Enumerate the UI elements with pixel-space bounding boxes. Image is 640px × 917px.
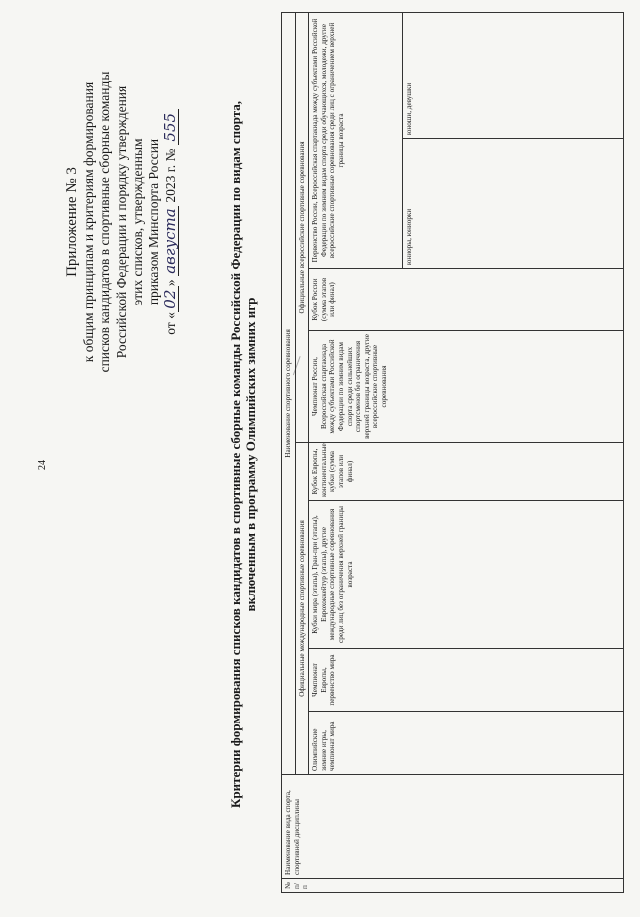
appendix-line: к общим принципам и критериям формирования: [81, 81, 97, 363]
date-mid: »: [163, 279, 179, 287]
youth-juniors: юниоры, юниорки: [403, 139, 624, 269]
header-sport: Наименование вида спорта, спортивной дисциплины: [282, 775, 624, 879]
document-title: [228, 2, 258, 907]
date-day: 02: [162, 286, 179, 312]
title-line: включенным в программу Олимпийских зимних игр: [243, 297, 258, 612]
page-number: 24: [37, 460, 48, 470]
header-number: № п/п: [282, 879, 624, 893]
natl-youth-header: Первенство России, Всероссийская спартакиада между субъектами Российской Федерации по зимним видам спорта среди обучающихся, молодежи, другие всероссийские спортивные соревнования среди лиц с ограничением верхней границы возраста: [309, 12, 403, 268]
appendix-line: этих списков, утвержденным: [129, 138, 145, 306]
date-prefix: от «: [163, 312, 179, 335]
appendix-header: [64, 0, 179, 462]
header-international: Официальные международные спортивные соревнования: [295, 443, 309, 775]
appendix-line: Российской Федерации и порядку утверждения: [113, 85, 129, 359]
header-competition: Наименование спортивного соревнования: [282, 12, 296, 774]
header-national: Официальные всероссийские спортивные соревнования: [295, 12, 309, 442]
appendix-line: приказом Минспорта России: [146, 138, 162, 306]
intl-olympic: Олимпийские зимние игры, чемпионат мира: [309, 712, 624, 775]
appendix-line: списков кандидатов в спортивные сборные команды: [97, 71, 113, 373]
intl-world-cups: Кубки мира (этапы), Гран-при (этапы), Еврохоккейтур (этапы), другие международные спортивные соревнования среди лиц без ограничения верхней границы возраста: [309, 501, 624, 649]
appendix-number: Приложение № 3: [64, 167, 80, 277]
intl-european: Чемпионат Европы, первенство мира: [309, 649, 624, 712]
date-year: 2023 г. №: [163, 148, 179, 203]
date-month: августа: [162, 206, 179, 276]
criteria-table: [281, 12, 624, 893]
youth-boys: юноши, девушки: [403, 12, 624, 138]
title-line: Критерии формирования списков кандидатов в спортивные сборные команды Российской Федерации по видам спорта,: [228, 100, 243, 809]
intl-european-cup: Кубок Европы, континентальные кубки (сумма этапов или финал): [309, 443, 624, 501]
natl-russia-cup: Кубок России (сумма этапов или финал): [309, 269, 624, 331]
order-number: 555: [162, 109, 179, 145]
natl-championship: Чемпионат России, Всероссийская спартакиада между субъектами Российской Федерации по зимним видам спорта среди сильнейших спортсменов без ограничения верхней границы возраста, другие всероссийские спортивные соревнования: [309, 331, 624, 443]
appendix-date-line: [162, 0, 179, 462]
